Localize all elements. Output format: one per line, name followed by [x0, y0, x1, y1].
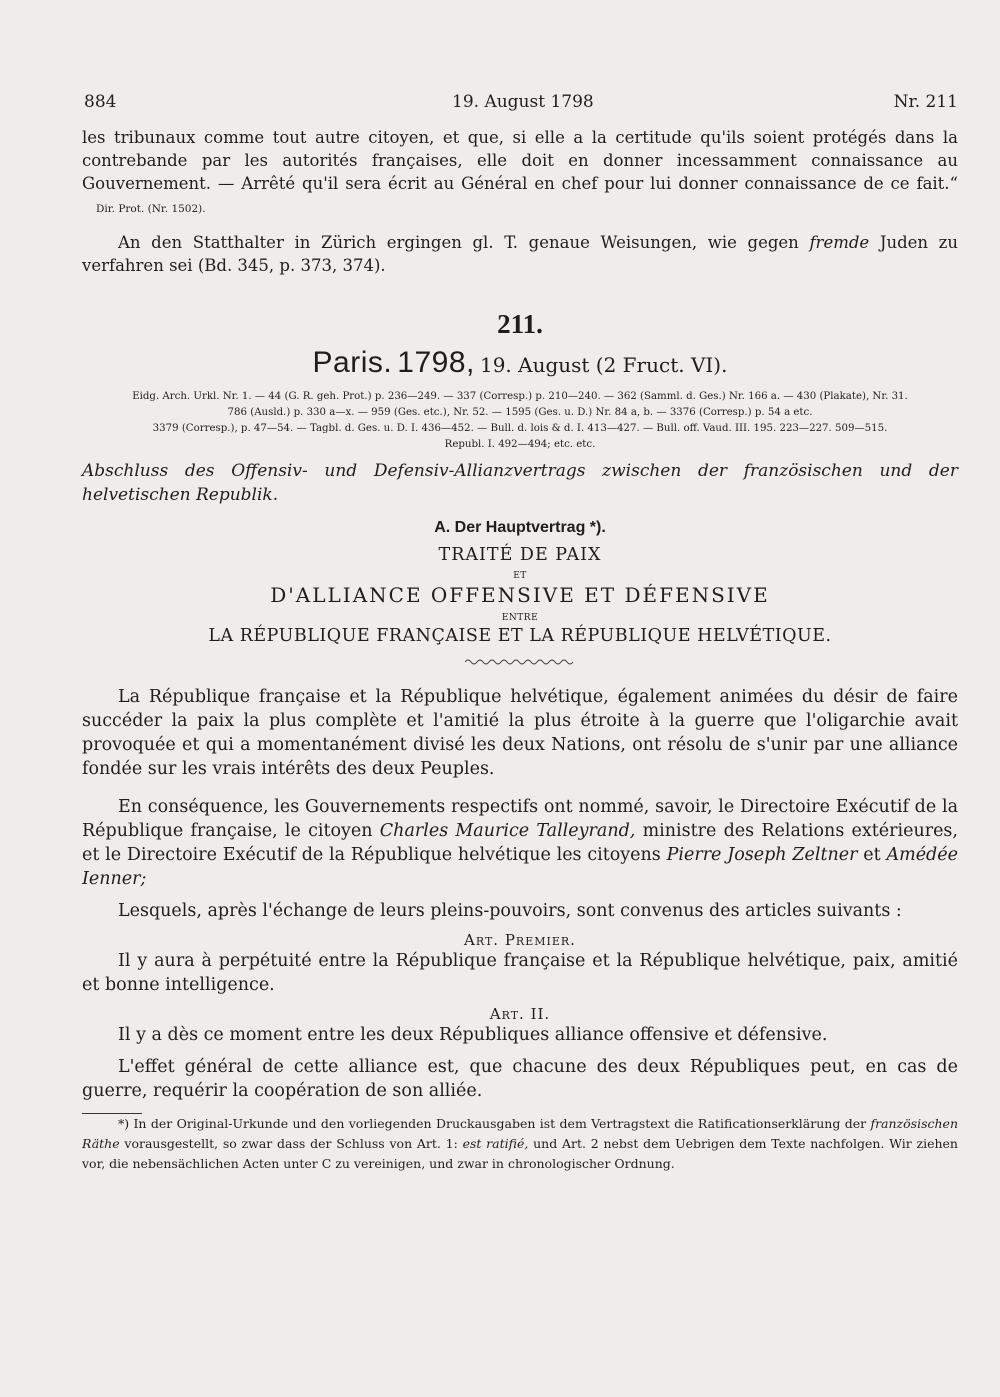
treaty-title-et: ET [513, 571, 527, 581]
document-title: Abschluss des Offensiv- und Defensiv-Allianzvertrags zwischen der französischen und der helvetischen Republik. [82, 461, 958, 505]
document-date: 19. August (2 Fruct. VI). [479, 353, 728, 377]
archive-references [82, 389, 958, 453]
footnote-em2: est ratifié, [462, 1136, 529, 1151]
treaty-paragraph-3: Lesquels, après l'échange de leurs pleins-pouvoirs, sont convenus des articles suivants : [118, 901, 902, 921]
header-date: 19. August 1798 [452, 92, 594, 112]
treaty-title-1: TRAITÉ DE PAIX [438, 545, 602, 565]
treaty-paragraph-2-em3: Amédée Ienner; [82, 845, 958, 889]
article-2-text-2: L'effet général de cette alliance est, que chacune des deux Républiques peut, en cas de guerre, requérir la coopération de son alliée. [82, 1057, 958, 1101]
article-2-text-1: Il y a dès ce moment entre les deux Républiques alliance offensive et défensive. [118, 1025, 828, 1045]
archive-line-1: Eidg. Arch. Urkl. Nr. 1. — 44 (G. R. geh. Prot.) p. 236—249. — 337 (Corresp.) p. 210—240. — 362 (Samml. d. Ges.) Nr. 166 a. — 430 (Plakate), Nr. 31. [132, 391, 908, 402]
treaty-paragraph-2-em2: Pierre Joseph Zeltner [666, 845, 858, 865]
footnote-c: und Art. 2 nebst dem Uebrigen dem Texte nachfolgen. Wir ziehen vor, die nebensächlichen Acten unter C zu vereinigen, und zwar in chronologischer Ordnung. [82, 1136, 958, 1171]
intro-paragraph-1-text: les tribunaux comme tout autre citoyen, et que, si elle a la certitude qu'ils soient protégés dans la contrebande par les autorités françaises, elle doit en donner incessamment connaissance au Gouvernement. — Arrêté qu'il sera écrit au Général en chef pour lui donner connaissance de ce fait.“ [82, 128, 958, 193]
treaty-paragraph-2-b: ministre des Relations extérieures, et le Directoire Exécutif de la République helvétique les citoyens [82, 821, 958, 865]
document-place-date [82, 343, 958, 387]
article-2-heading: Art. II. [489, 1005, 551, 1023]
footnote-b: vorausgestellt, so zwar dass der Schluss von Art. 1: [124, 1136, 458, 1151]
page-number: 884 [84, 92, 117, 112]
page [82, 86, 958, 1174]
footnote [82, 1114, 958, 1174]
treaty-paragraph-2 [82, 795, 958, 891]
running-header [82, 86, 958, 126]
intro-paragraph-1 [82, 126, 958, 221]
article-1-heading: Art. Premier. [464, 931, 576, 949]
document-number: 211. [497, 309, 543, 339]
intro-paragraph-2-em: fremde [809, 233, 870, 252]
article-1-text: Il y aura à perpétuité entre la République française et la République helvétique, paix, amitié et bonne intelligence. [82, 951, 958, 995]
document-place: Paris. [312, 346, 393, 379]
document-year: 1798, [397, 346, 475, 379]
intro-source: Dir. Prot. (Nr. 1502). [96, 203, 206, 215]
archive-line-3: 3379 (Corresp.), p. 47—54. — Tagbl. d. Ges. u. D. I. 436—452. — Bull. d. lois & d. I. 413—427. — Bull. off. Vaud. III. 195. 223—227. 509—515. [152, 423, 888, 434]
archive-line-2: 786 (Ausld.) p. 330 a—x. — 959 (Ges. etc.), Nr. 52. — 1595 (Ges. u. D.) Nr. 84 a, b. — 3376 (Corresp.) p. 54 a etc. [227, 407, 813, 418]
treaty-paragraph-2-a: En conséquence, les Gouvernements respectifs ont nommé, savoir, le Directoire Exécutif de la République française, le citoyen [82, 797, 958, 841]
footnote-em1: französischen Räthe [82, 1116, 958, 1151]
intro-paragraph-2 [82, 231, 958, 277]
treaty-title-2: D'ALLIANCE OFFENSIVE ET DÉFENSIVE [270, 583, 770, 607]
treaty-paragraph-2-c: et [863, 845, 881, 865]
archive-line-4: Republ. I. 492—494; etc. etc. [444, 439, 596, 450]
footnote-text [82, 1114, 958, 1174]
footnote-a: *) In der Original-Urkunde und den vorliegenden Druckausgaben ist dem Vertragstext die Ratificationserklärung der [118, 1116, 867, 1131]
intro-paragraph-2-b: Juden zu verfahren sei (Bd. 345, p. 373, 374). [82, 233, 958, 275]
ornament-divider [82, 652, 958, 671]
treaty-paragraph-2-em1: Charles Maurice Talleyrand, [379, 821, 636, 841]
wavy-rule-icon [465, 657, 575, 667]
treaty-title-3: LA RÉPUBLIQUE FRANÇAISE ET LA RÉPUBLIQUE HELVÉTIQUE. [208, 626, 832, 646]
treaty-title-entre: ENTRE [501, 613, 539, 623]
treaty-paragraph-1: La République française et la République helvétique, également animées du désir de faire succéder la paix la plus complète et l'amitié la plus étroite à la guerre que l'oligarchie avait provoquée et qui a momentanément divisé les deux Nations, ont résolu de s'unir par une alliance fondée sur les vrais intérêts des deux Peuples. [82, 687, 958, 779]
treaty-body [82, 685, 958, 1103]
intro-paragraph-2-a: An den Statthalter in Zürich ergingen gl. T. genaue Weisungen, wie gegen [118, 233, 799, 252]
header-doc-ref: Nr. 211 [893, 92, 958, 112]
section-heading: A. Der Hauptvertrag *). [434, 519, 606, 536]
